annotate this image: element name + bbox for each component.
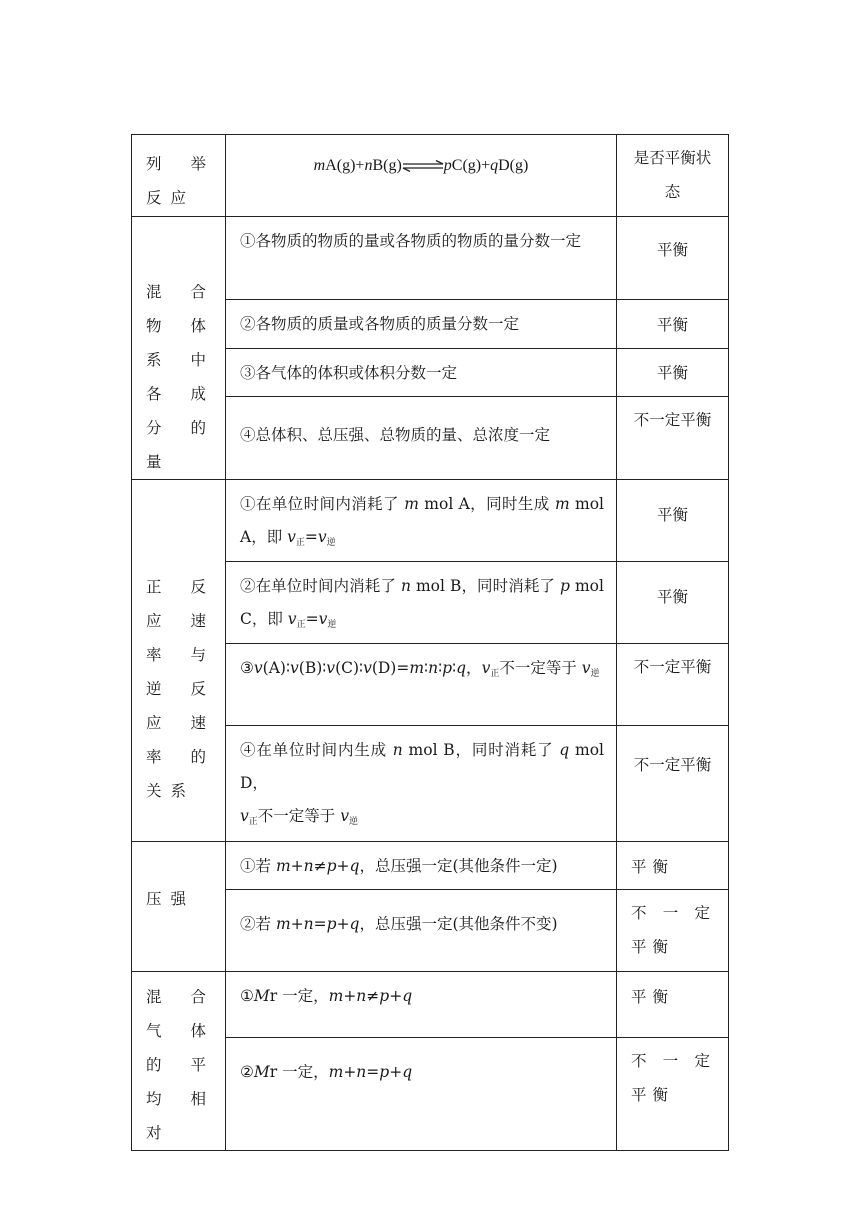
status-cell: 不一定平衡 — [617, 1038, 729, 1151]
table-row — [132, 480, 729, 562]
condition-cell: ③v(A)∶v(B)∶v(C)∶v(D)=m∶n∶p∶q，$v_正$不一定等于 $v_逆$ — [226, 644, 617, 726]
reaction-equation: mA(g)+nB(g) pC(g)+qD(g) — [226, 135, 617, 217]
header-row — [132, 135, 729, 217]
condition-cell: ②在单位时间内消耗了 n mol B，同时消耗了 p mol C，即 $v_正=v_逆$ — [226, 562, 617, 644]
reversible-arrow-icon — [402, 160, 444, 172]
category-cell: 混合物体系中各成分的量 — [132, 217, 226, 480]
table-row — [132, 217, 729, 300]
status-cell: 平衡 — [617, 299, 729, 348]
status-cell: 不一定平衡 — [617, 726, 729, 842]
status-cell: 不一定平衡 — [617, 890, 729, 972]
category-cell: 正反应速率与逆反应速率的关系 — [132, 480, 226, 842]
status-cell: 不一定平衡 — [617, 397, 729, 480]
status-cell: 不一定平衡 — [617, 644, 729, 726]
condition-cell: ③各气体的体积或体积分数一定 — [226, 349, 617, 397]
header-reaction-label: 列举反应 — [132, 135, 226, 217]
condition-cell: ①在单位时间内消耗了 m mol A，同时生成 m mol A，即 $v_正=v_逆$ — [226, 480, 617, 562]
status-cell: 平衡 — [617, 480, 729, 562]
condition-cell: ①若 m+n≠p+q，总压强一定(其他条件一定) — [226, 842, 617, 890]
condition-cell: ②各物质的质量或各物质的质量分数一定 — [226, 299, 617, 348]
category-cell: 混合气体的平均相对 — [132, 972, 226, 1151]
status-cell: 平衡 — [617, 842, 729, 890]
table-row — [132, 972, 729, 1038]
condition-cell: ④在单位时间内生成 n mol B，同时消耗了 q mol D， $v_正$不一定等于 $v_逆$ — [226, 726, 617, 842]
status-cell: 平衡 — [617, 972, 729, 1038]
status-cell: 平衡 — [617, 562, 729, 644]
header-status-label: 是否平衡状态 — [617, 135, 729, 217]
table-row — [132, 842, 729, 890]
condition-cell: ④总体积、总压强、总物质的量、总浓度一定 — [226, 397, 617, 480]
equilibrium-criteria-table — [131, 134, 729, 1151]
condition-cell: ①Mr 一定，m+n≠p+q — [226, 972, 617, 1038]
status-cell: 平衡 — [617, 217, 729, 300]
condition-cell: ①各物质的物质的量或各物质的物质的量分数一定 — [226, 217, 617, 300]
status-cell: 平衡 — [617, 349, 729, 397]
category-cell: 压强 — [132, 842, 226, 972]
condition-cell: ②若 m+n=p+q，总压强一定(其他条件不变) — [226, 890, 617, 972]
condition-cell: ②Mr 一定，m+n=p+q — [226, 1038, 617, 1151]
